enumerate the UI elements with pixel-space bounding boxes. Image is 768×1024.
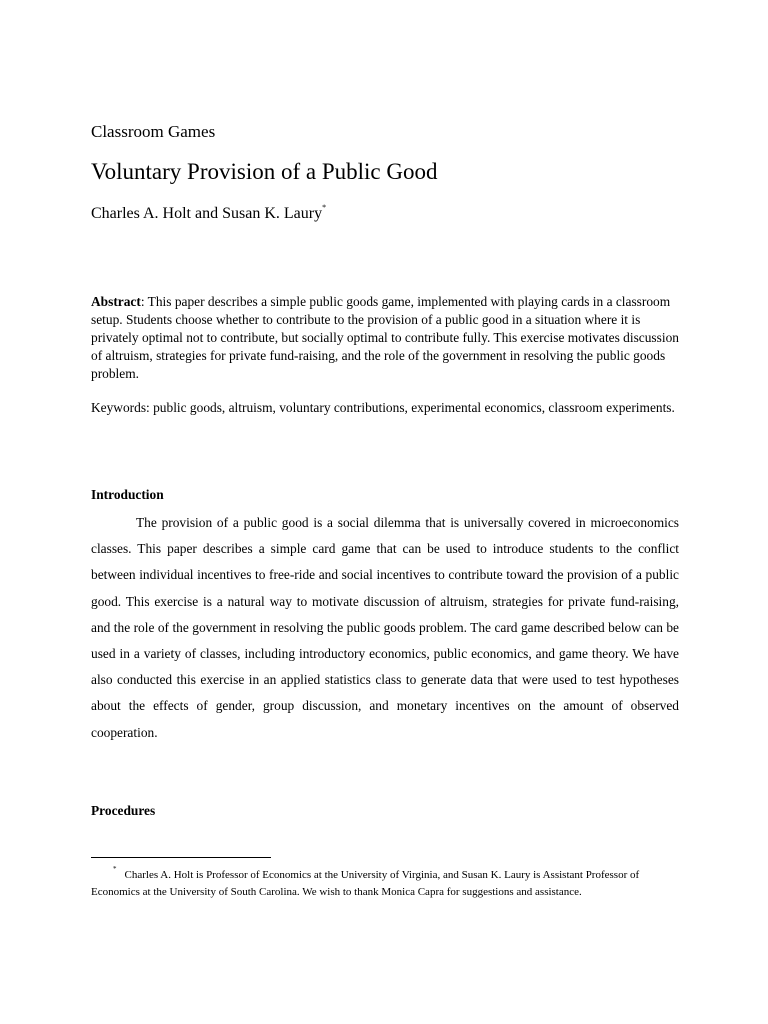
author-names: Charles A. Holt and Susan K. Laury	[91, 205, 323, 222]
abstract-label: Abstract	[91, 294, 141, 309]
abstract-separator: :	[140, 294, 148, 309]
footnote-mark: *	[113, 865, 117, 874]
procedures-heading: Procedures	[91, 803, 156, 818]
paper-title: Voluntary Provision of a Public Good	[91, 159, 438, 184]
author-footnote-mark: *	[322, 202, 327, 212]
abstract-paragraph	[91, 293, 679, 383]
introduction-heading: Introduction	[91, 487, 164, 502]
footnote-divider	[91, 857, 271, 858]
abstract-text: This paper describes a simple public goods game, implemented with playing cards in a classroom setup. Students choose whether to contribute to the provision of a public good in a situation where it is privately optimal not to contribute, but socially optimal to contribute fully. This exercise motivates discussion of altruism, strategies for private fund-raising, and the role of the government in resolving the public goods problem.	[91, 294, 679, 381]
author-line	[91, 203, 326, 225]
footnote-text: Charles A. Holt is Professor of Economics at the University of Virginia, and Susan K. Laury is Assistant Professor of Economics at the University of South Carolina. We wish to thank Monica Capra for suggestions and assistance.	[91, 869, 640, 898]
footnote	[91, 867, 679, 901]
keywords-paragraph: Keywords: public goods, altruism, voluntary contributions, experimental economics, classroom experiments.	[91, 400, 675, 415]
series-label: Classroom Games	[91, 122, 216, 141]
introduction-body: The provision of a public good is a social dilemma that is universally covered in microeconomics classes. This paper describes a simple card game that can be used to introduce students to the conflict between individual incentives to free-ride and social incentives to contribute toward the provision of a public good. This exercise is a natural way to motivate discussion of altruism, strategies for private fund-raising, and the role of the government in resolving the public goods problem. The card game described below can be used in a variety of classes, including introductory economics, public economics, and game theory. We have also conducted this exercise in an applied statistics class to generate data that were used to test hypotheses about the effects of gender, group discussion, and monetary incentives on the amount of observed cooperation.	[91, 515, 679, 740]
